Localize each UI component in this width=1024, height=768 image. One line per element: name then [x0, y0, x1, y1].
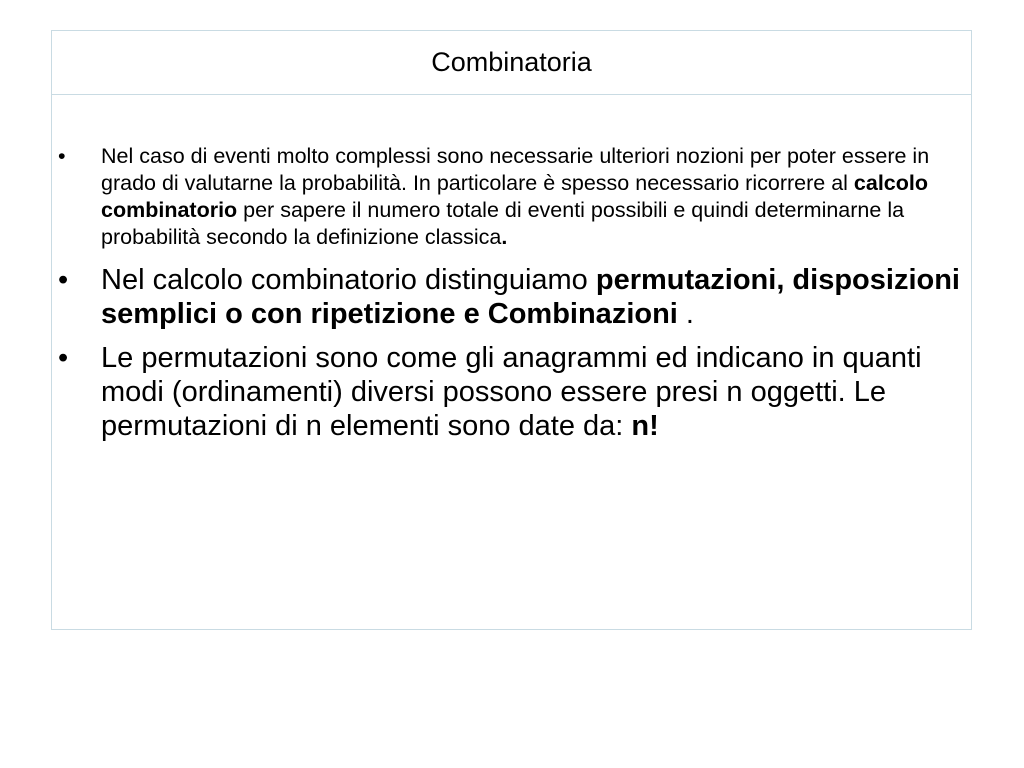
bullet-text: Le permutazioni sono come gli anagrammi ed indicano in quanti modi (ordinamenti) diversi possono essere presi n oggetti. Le permutazioni di n elementi sono date da:	[101, 342, 922, 442]
slide	[51, 30, 972, 630]
slide-content	[58, 143, 964, 453]
bullet-bold-text: calcolo combinatorio	[101, 171, 928, 222]
bullet-marker: •	[58, 342, 69, 374]
bullet-bold-text: n!	[631, 410, 659, 442]
bullet-text: Nel calcolo combinatorio distinguiamo	[101, 264, 596, 296]
bullet-text: Nel caso di eventi molto complessi sono necessarie ulteriori nozioni per poter essere in grado di valutarne la probabilità. In particolare è spesso necessario ricorrere al	[101, 144, 930, 195]
slide-title: Combinatoria	[431, 47, 592, 77]
title-bar	[52, 31, 971, 95]
bullet-item-permutations	[58, 341, 964, 443]
bullet-item-intro	[58, 143, 964, 251]
bullet-item-combinatorics	[58, 263, 964, 331]
bullet-text: .	[677, 298, 694, 330]
bullet-marker: •	[58, 264, 69, 296]
bullet-text: per sapere il numero totale di eventi possibili e quindi determinarne la probabilità secondo la definizione classica	[101, 198, 905, 249]
bullet-marker: •	[58, 144, 66, 168]
bullet-list	[58, 143, 964, 443]
bullet-bold-text: .	[501, 225, 508, 249]
bullet-bold-text: permutazioni, disposizioni semplici o con ripetizione e Combinazioni	[101, 264, 960, 330]
